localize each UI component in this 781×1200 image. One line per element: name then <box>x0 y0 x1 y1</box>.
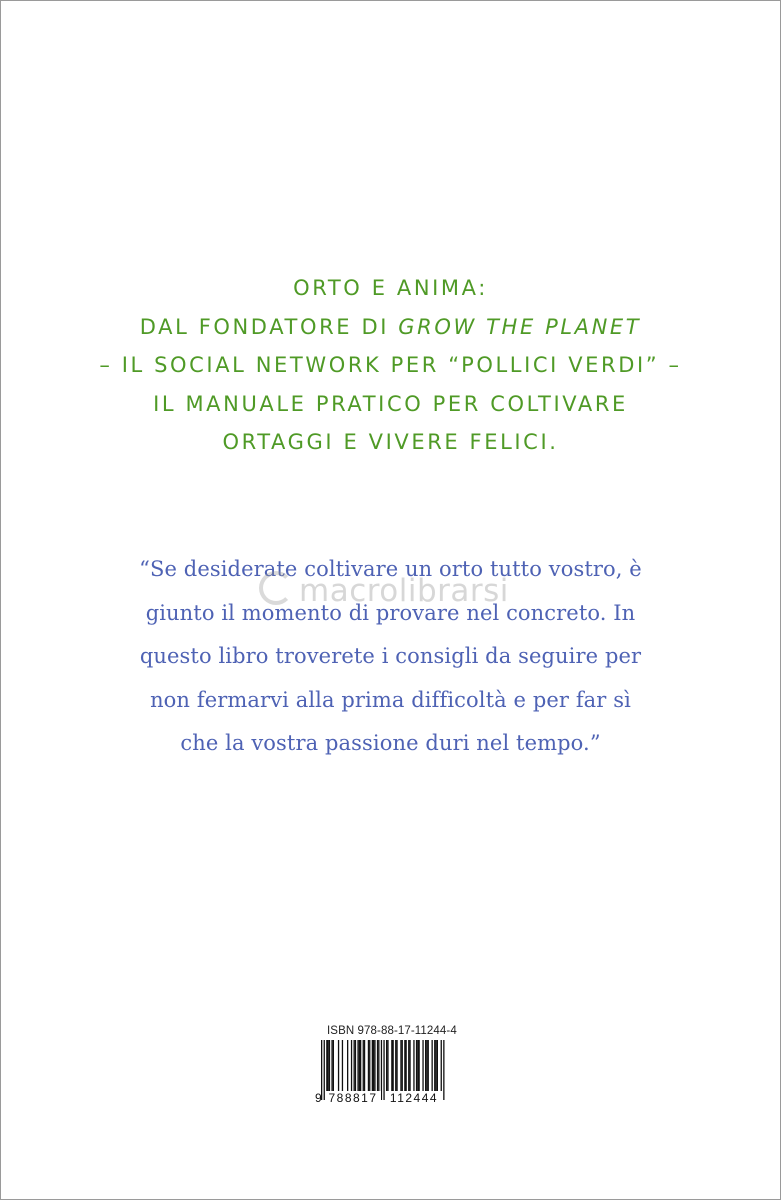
watermark <box>259 571 509 609</box>
barcode-bar <box>326 1040 327 1092</box>
barcode-bar <box>402 1040 403 1092</box>
barcode-bar <box>395 1040 396 1092</box>
barcode-bar <box>435 1040 436 1092</box>
headline-line-1: ORTO E ANIMA: <box>293 276 488 300</box>
isbn-label: ISBN 978-88-17-11244-4 <box>327 1025 457 1037</box>
barcode-bar <box>372 1040 373 1092</box>
barcode-bar <box>426 1040 427 1092</box>
quote-line-4: non fermarvi alla prima difficoltà e per far sì <box>150 687 631 712</box>
barcode-number <box>315 1091 447 1107</box>
barcode-bar <box>425 1040 426 1092</box>
barcode-digits-right: 112444 <box>385 1091 443 1105</box>
barcode-bar <box>406 1040 407 1092</box>
headline-block <box>1 269 780 462</box>
barcode-bar <box>378 1040 379 1092</box>
headline-line-3: – IL SOCIAL NETWORK PER “POLLICI VERDI” – <box>99 353 682 377</box>
barcode-bar <box>342 1040 343 1092</box>
barcode-bar <box>434 1040 435 1092</box>
barcode-bar <box>369 1040 370 1092</box>
barcode-bar <box>347 1040 348 1092</box>
barcode-bar <box>363 1040 364 1092</box>
barcode-bar <box>360 1040 361 1092</box>
barcode-bar <box>419 1040 420 1092</box>
quote-line-5: che la vostra passione duri nel tempo.” <box>180 731 601 755</box>
barcode-bar <box>416 1040 417 1092</box>
barcode-bar <box>428 1040 429 1092</box>
headline-book-title: GROW THE PLANET <box>398 314 642 339</box>
barcode-bar <box>391 1040 392 1092</box>
quote-line-3: questo libro troverete i consigli da seguire per <box>139 644 642 668</box>
headline-line-4: IL MANUALE PRATICO PER COLTIVARE <box>153 391 628 416</box>
barcode-bar <box>413 1040 414 1092</box>
barcode-bar <box>396 1040 397 1092</box>
barcode-bar <box>386 1040 387 1092</box>
headline-line-2-text: DAL FONDATORE DI <box>139 314 390 339</box>
barcode-bar <box>417 1040 418 1092</box>
barcode-bar <box>329 1040 330 1092</box>
barcode-bar <box>422 1040 423 1092</box>
barcode-bar <box>377 1040 378 1092</box>
barcode-bar <box>357 1040 358 1092</box>
barcode-bar <box>351 1040 352 1092</box>
quote-line-2: giunto il momento di provare nel concreto. In <box>145 600 636 625</box>
barcode-bar <box>408 1040 409 1092</box>
barcode-bar <box>368 1040 369 1092</box>
barcode-bar <box>437 1040 438 1092</box>
barcode-bar <box>354 1040 355 1092</box>
barcode-bar <box>400 1040 401 1092</box>
barcode-bar <box>359 1040 360 1092</box>
barcode-bar <box>374 1040 375 1092</box>
barcode-digit-first: 9 <box>315 1091 322 1105</box>
barcode-bar <box>364 1040 365 1092</box>
barcode-bar <box>331 1040 332 1092</box>
watermark-text: macrolibrarsi <box>299 573 509 609</box>
quote-line-1: “Se desiderate coltivare un orto tutto vostro, è <box>139 557 642 581</box>
barcode-bar <box>328 1040 329 1092</box>
barcode-bar <box>387 1040 388 1092</box>
barcode-bar <box>432 1040 433 1092</box>
barcode-bar <box>404 1040 405 1092</box>
barcode-bar <box>355 1040 356 1092</box>
barcode-bar <box>409 1040 410 1092</box>
barcode-digits-left: 788817 <box>325 1091 381 1105</box>
barcode-bar <box>393 1040 394 1092</box>
barcode-bar <box>338 1040 339 1092</box>
headline-line-5: ORTAGGI E VIVERE FELICI. <box>222 430 559 454</box>
barcode-bar <box>333 1040 334 1092</box>
watermark-logo-icon <box>259 571 293 605</box>
barcode-bar <box>373 1040 374 1092</box>
headline-line-2 <box>1 308 780 347</box>
